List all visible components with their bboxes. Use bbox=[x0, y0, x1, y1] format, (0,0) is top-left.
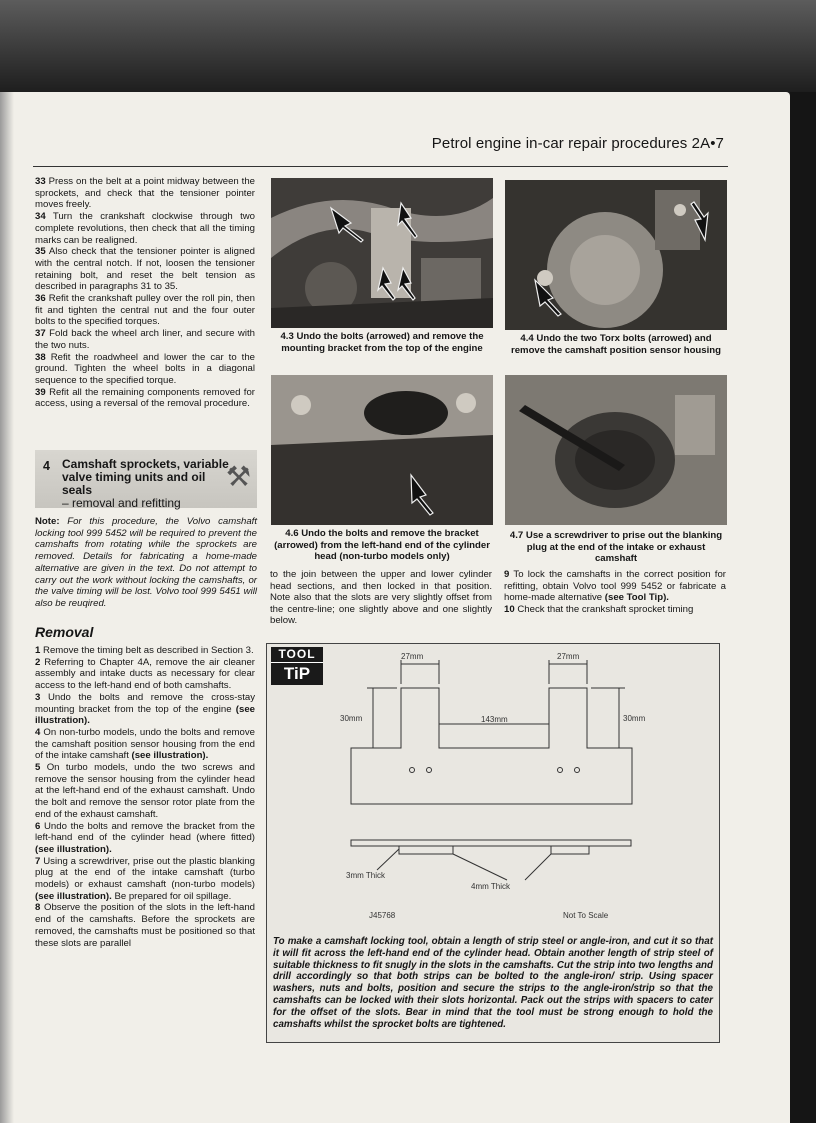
label-3mm: 3mm Thick bbox=[346, 871, 385, 880]
column-3-text: 9 To lock the camshafts in the correct position for refitting, obtain Volvo tool 999 5452 or fabricate a home-made alternative (see Tool Tip). 10 Check that the crankshaft sprocket timing bbox=[504, 569, 726, 615]
step-3: 3 Undo the bolts and remove the cross-stay mounting bracket from the top of the engine (see illustration). bbox=[35, 691, 256, 727]
dim-143: 143mm bbox=[481, 715, 508, 724]
drawing-ref: J45768 bbox=[369, 911, 396, 920]
dim-27-right: 27mm bbox=[557, 652, 580, 661]
section-heading bbox=[35, 450, 257, 508]
caption-4-7: 4.7 Use a screwdriver to prise out the blanking plug at the end of the intake or exhaust camshaft bbox=[509, 530, 723, 564]
column-2-text: to the join between the upper and lower cylinder head sections, and then locked in that position. Note also that the slots are very slightly offset from the centre-line; one slightly above and one slightly below. bbox=[270, 569, 492, 626]
photo-4-4 bbox=[505, 180, 727, 330]
not-to-scale: Not To Scale bbox=[563, 911, 609, 920]
photo-4-3 bbox=[271, 178, 493, 328]
caption-4-3: 4.3 Undo the bolts (arrowed) and remove the mounting bracket from the top of the engine bbox=[280, 331, 484, 354]
photo-4-7-illustration bbox=[505, 375, 727, 525]
caption-4-4: 4.4 Undo the two Torx bolts (arrowed) and remove the camshaft position sensor housing bbox=[510, 333, 722, 356]
step-1: 1 Remove the timing belt as described in Section 3. bbox=[35, 645, 254, 656]
photo-4-4-illustration bbox=[505, 180, 727, 330]
tool-tip-description: To make a camshaft locking tool, obtain a length of strip steel or angle-iron, and cut it so that it will fit across the left-hand end of the cylinder head. Obtain another length of strip steel of suitable thickness to fit snugly in the slots in the camshafts. Cut the strip into two lengths and drill accordingly so that both strips can be bolted to the angle-iron/ strip. Using spacer washers, nuts and bolts, position and secure the strips to the angle-iron/strip so that the camshafts can be locked with their slots horizontal. Pack out the strips with spacers to cater for the offset of the slots. Bear in mind that the tool must be strong enough to hold the camshafts whilst the sprocket bolts are tightened. bbox=[273, 936, 713, 1030]
bolt-hole bbox=[427, 768, 432, 773]
step-2: 2 Referring to Chapter 4A, remove the air cleaner assembly and intake ducts as necessary for clear access to the left-hand end of both camshafts. bbox=[35, 656, 255, 692]
bolt-hole bbox=[410, 768, 415, 773]
tool-tip-box bbox=[266, 643, 720, 1043]
paragraph-33: 33 Press on the belt at a point midway between the sprockets, and check that the tensioner pointer moves freely. bbox=[35, 176, 255, 211]
step-5: 5 On turbo models, undo the two screws and remove the sensor housing from the cylinder head at the left-hand end of the exhaust camshaft. Undo the bolt and remove the sensor rotor plate from the end of the exhaust camshaft. bbox=[35, 762, 255, 820]
paragraph-39: 39 Refit all the remaining components removed for access, using a reversal of the removal procedure. bbox=[35, 386, 255, 410]
paragraph-36: 36 Refit the crankshaft pulley over the roll pin, then fit and tighten the central nut and the four outer bolts to the specified torques. bbox=[35, 293, 255, 328]
section-number: 4 bbox=[43, 459, 50, 473]
tool-tip-badge: TOOL TiP bbox=[271, 647, 323, 685]
bolt-hole bbox=[575, 768, 580, 773]
step-6: 6 Undo the bolts and remove the bracket from the left-hand end of the cylinder head (where fitted) (see illustration). bbox=[35, 820, 255, 855]
spanner-difficulty-icon: ⚒ bbox=[225, 461, 251, 492]
dim-27-left: 27mm bbox=[401, 652, 424, 661]
bolt-hole bbox=[558, 768, 563, 773]
paragraph-38: 38 Refit the roadwheel and lower the car to the ground. Tighten the wheel bolts in a diagonal sequence to the specified torque. bbox=[35, 351, 255, 386]
label-4mm: 4mm Thick bbox=[471, 882, 510, 891]
locking-tool-diagram bbox=[267, 644, 719, 932]
removal-steps bbox=[35, 645, 255, 949]
page-binding-shadow bbox=[0, 92, 14, 1123]
photo-4-6 bbox=[271, 375, 493, 525]
step-8: 8 Observe the position of the slots in the left-hand end of the camshafts. Before the sprockets are removed, the camshafts must be positioned so that these slots are parallel bbox=[35, 902, 255, 949]
tool-plate-outline bbox=[351, 688, 632, 804]
dim-30-left: 30mm bbox=[340, 714, 363, 723]
step-7: 7 Using a screwdriver, prise out the plastic blanking plug at the end of the intake camshaft (turbo models) or exhaust camshaft (non-turbo models) (see illustration). Be prepared for oil spillage. bbox=[35, 855, 255, 902]
removal-heading: Removal bbox=[35, 624, 94, 640]
procedure-note: Note: For this procedure, the Volvo camshaft locking tool 999 5452 will be required to prevent the camshafts from rotating while the sprockets are removed. Details for fabricating a home-made alternative are given in the text. Do not attempt to carry out the work without locking the camshafts, or the valve timing will be lost. Volvo tool 999 5451 will also be reuqired. bbox=[35, 516, 257, 609]
paragraph-35: 35 Also check that the tensioner pointer is aligned with the central notch. If not, loosen the tensioner retaining bolt, and reset the belt tension as described in paragraphs 31 to 35. bbox=[35, 246, 255, 293]
caption-4-6: 4.6 Undo the bolts and remove the bracket (arrowed) from the left-hand end of the cylinder head (non-turbo models only) bbox=[274, 528, 490, 562]
running-header: Petrol engine in-car repair procedures 2A•7 bbox=[431, 135, 724, 152]
column-1-top bbox=[35, 176, 255, 410]
photo-4-7 bbox=[505, 375, 727, 525]
photo-4-3-illustration bbox=[271, 178, 493, 328]
header-rule bbox=[33, 166, 728, 167]
paragraph-37: 37 Fold back the wheel arch liner, and secure with the two nuts. bbox=[35, 328, 255, 351]
scanner-top-band bbox=[0, 0, 816, 95]
step-4: 4 On non-turbo models, undo the bolts and remove the camshaft position sensor housing from the end of the intake camshaft (see illustration). bbox=[35, 726, 255, 762]
section-title: Camshaft sprockets, variable valve timing units and oil seals – removal and refitting bbox=[62, 457, 229, 510]
dim-30-right: 30mm bbox=[623, 714, 646, 723]
scanner-right-edge bbox=[790, 92, 816, 1123]
paragraph-34: 34 Turn the crankshaft clockwise through two complete revolutions, then check that all the timing marks can be realigned. bbox=[35, 211, 255, 246]
photo-4-6-illustration bbox=[271, 375, 493, 525]
section-subtitle: – removal and refitting bbox=[62, 496, 181, 510]
